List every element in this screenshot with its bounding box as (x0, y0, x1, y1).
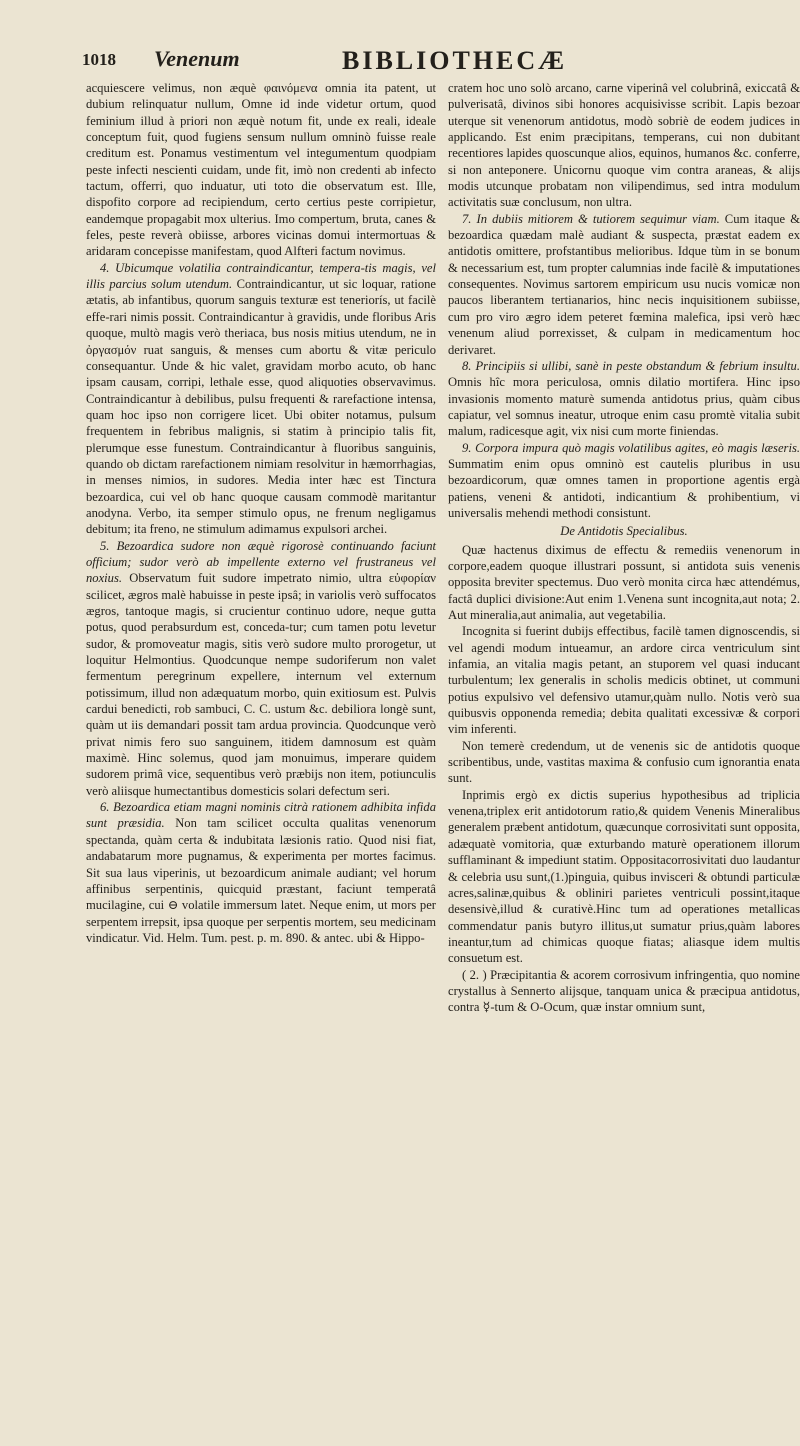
paragraph-heading: 9. Corpora impura quò magis volatilibus agites, eò magis læseris. (462, 440, 800, 455)
paragraph (86, 260, 436, 538)
paragraph-text: Summatim enim opus omninò est cautelis pluribus in usu bezoardicorum, quæ omnes tamen in proportione agentis ergà patiens, veneni & antidoti, indicantium & prohibentium, vi universalis mehendi methodi consistunt. (448, 456, 800, 520)
section-heading (448, 523, 800, 539)
paragraph (448, 542, 800, 624)
page-header (82, 46, 782, 80)
paragraph-text: Contraindicantur, ut sic loquar, ratione ætatis, ab infantibus, quorum sanguis texturæ est teneriorís, ut facilè effe-rari nimis possit. Contraindicantur à gravidis, unde floribus Aris quoque, multò magis verò theriaca, bus nosis mitius utendum, ne in ὀργασμόν ruat sanguis, & menses cum abortu & vitæ periculo consequantur. Unde & hic valet, gravidam morbo acuto, ob hanc ipsam causam, corripi, lethale esse, quod aliquoties observavimus. Contraindicantur à debilibus, pulsu frequenti & rarefactione intensa, quam hoc ipso non corrigere licet. Ubi obiter notamus, pulsum frequentem in febribus malignis, si statim à principio talis fit, plerumque esse funestum. Contraindicantur à fluoribus sanguinis, quando ob dictam rarefactionem nimiam resolvitur in hæmorrhagias, in menses nimios, in sudores. Media inter hæc est Tinctura bezoardica, cui vel ob hanc quoque causam commodè maritantur anodyna. Verbo, ita semper stimulo opus, ne frenum negligamus debitum; ita freno, ne stimulum adimamus expulsori archei. (86, 277, 436, 537)
running-head: Venenum (154, 46, 240, 71)
paragraph (448, 738, 800, 787)
paragraph-text: Observatum fuit sudore impetrato nimio, ultra εὐφορίαν scilicet, ægros malè habuisse in peste ipsâ; in variolis verò suffocatos ægros, tantoque magis, si crucientur continuo udore, neque gutta potus, quod perabsurdum est, conceda-tur; cum tamen potu levetur sudor, & promoveatur magis, sitis verò sudore multo prorogetur, ut loquitur Helmontius. Quodcunque nempe sudoriferum non valet fermentum peregrinum expellere, internum vel externum potissimum, illud non adæquatum morbo, quin exitiosum est. Pulvis cardui benedicti, rob sambuci, C. C. ustum &c. debiliora longè sunt, quàm ut iis demandari possit tam ardua provincia. Quodcunque verò privat nimis fero suo sanguinem, itidem damnosum est quàm maximè. Hinc solemus, quod jam monuimus, imperare quidem sudorem primâ vice, sequentibus verò præbijs non item, potiunculis verò aliisque humectantibus domesticis solari defectum seri. (86, 571, 436, 798)
paragraph (448, 440, 800, 522)
right-column (448, 80, 800, 1400)
running-title: BIBLIOTHECÆ (342, 46, 568, 75)
paragraph (448, 358, 800, 440)
paragraph (448, 80, 800, 211)
paragraph-text: Non tam scilicet occulta qualitas venenorum spectanda, quàm certa & indubitata læsionis ratio. Quod nisi fiat, andabatarum more pugnamus, & experimenta per mortes facimus. Sit sua laus viperinis, ut bezoardicum animale audiant; vel horum affinibus serpentinis, quicquid præstant, faciunt temperatâ mucilagine, cui ⊖ volatile immersum latet. Neque enim, ut mors per serpentem irrepsit, ipsa quoque per serpentis mortem, seu medicinam vindicatur. Vid. Helm. Tum. pest. p. m. 890. & antec. ubi & Hippo- (86, 816, 436, 945)
paragraph-text: Incognita si fuerint dubijs effectibus, facilè tamen dignoscendis, si vel agendi modum intueamur, an ardore circa ventriculum sint infamia, an vitalia magis petant, an stuporem vel quasi inducant turbulentum; lex generalis in scholis medicis obtinet, ut communi potius expulsivo vel defensivo utamur,quàm nullo. Notis verò sua quibusvis opponenda remedia; debita qualitati excessivæ & corpori vim inferenti. (448, 624, 800, 737)
paragraph-text: acquiescere velimus, non æquè φαινόμενα omnia ita patent, ut dubium relinquatur nullum, Omne id inde videtur ortum, quod feminium illud à priori non æquè notum fit, unde ex reali, ideale conceptum fuit, quod fugiens sensum nullum omninò fuisse reale creditum est. Ponamus vestimentum vel integumentum quodpiam peste infecti nescienti cuidam, unde fit, imò non credenti ab infecto tactum, offerri, quo induatur, uti toto die observatum est. Ille, dispofito corpore ad recipiendum, certo certius peste corripietur, eandemque propagabit mox ulterius. Imo compertum, bruta, canes & feles, peste reverà obiisse, arbores vicinas domui intermortuas & aridaram concepisse manifestam, quod Alfteri factum novimus. (86, 81, 436, 259)
left-column (86, 80, 436, 946)
paragraph (448, 623, 800, 737)
paragraph (86, 799, 436, 946)
paragraph (448, 967, 800, 1016)
paragraph-text: Quæ hactenus diximus de effectu & remediis venenorum in corpore,eadem quoque illustrari possunt, si antidota suis venenis opposita breviter spectemus. Duo verò monita circa hæc attendémus, factâ duplici divisione:Aut enim 1.Venena sunt incognita,aut nota; 2. Aut mineralia,aut animalia, aut vegetabilia. (448, 542, 800, 622)
paragraph-text: Cum itaque & bezoardica quædam malè audiant & suspecta, præstat eadem ex antidotis omittere, profstantibus melioribus. Idque tùm in se bonum & necessarium est, tum propter calumnias inde facilè & imputationes consequentes. Novimus sartorem empiricum usu nucis vomicæ non paucos liberantem tertianarios, hinc necis inquisitionem subiisse, cum pro viro ægro idem peteret fœmina malefica, ipsi verò hæc venenum aliud porrexisset, & culpam in medicamentum hoc derivaret. (448, 211, 800, 357)
section-heading-text: De Antidotis Specialibus. (560, 524, 688, 539)
paragraph-text: Non temerè credendum, ut de venenis sic de antidotis quoque scribentibus, unde, vastitas maxima & confusio cum ignorantia enata sunt. (448, 738, 800, 786)
paragraph-text: cratem hoc uno solò arcano, carne viperinâ vel colubrinâ, exiccatâ & pulverisatâ, divinos sibi honores acquisivisse scribit. Lapis bezoar uterque sit venenorum antidotus, modò sobriè de eodem judices in applicando. Est enim præcipitans, temperans, cui non dubitant recentiores lapides quoscunque alios, equinos, humanos &c. conferre, si non anteponere. Unicornu quoque vim contra araneas, & alijs modis utcunque probatam non vilipendimus, sed intra modulum activitatis suæ conclusum, non ultra. (448, 81, 800, 210)
page-number: 1018 (82, 50, 116, 69)
paragraph (448, 211, 800, 358)
paragraph (86, 80, 436, 260)
paragraph (86, 538, 436, 800)
paragraph-heading: 4. Ubicumque volatilia contraindicantur, tempera-tis magis, vel illis parcius solum utendum. (86, 260, 436, 292)
paragraph-heading: 6. Bezoardica etiam magni nominis citrà rationem adhibita infida sunt præsidia. (86, 800, 436, 831)
paragraph-text: Omnis hîc mora periculosa, omnis dilatio mortifera. Hinc ipso invasionis momento maturè sumenda antidotus prius, quàm cibus capiatur, vel somnus ineatur, utroque enim casu promtè vitalia subit malum, radicesque agit, vix nisi cum morte finiendas. (448, 375, 800, 439)
paragraph-heading: 7. In dubiis mitiorem & tutiorem sequimur viam. (462, 211, 720, 226)
paragraph-text: Inprimis ergò ex dictis superius hypothesibus ad triplicia venena,triplex erit antidotorum ratio,& quidem Venenis Mineralibus generalem præbent antidotum, quæcunque corrosivitati sunt opposita, adæquatè vomitoria, quæ exturbando maturè operationem illorum sufflaminant & impediunt statim. Oppositacorrosivitati duo laudantur & celebria usu sunt,(1.)pinguia, quibus invisceri & obtundi particulæ acres,salinæ,quibus & obliniri parietes ventriculi possint,itaque desensivè,illud & curativè.Hinc tum ad operationes metallicas commendatur panis butyro illitus,ut sumatur prius,quàm labores ineantur,tum ad chimicas quoque fiatas; aliasque idem multis consuetum est. (448, 787, 800, 966)
paragraph-heading: 5. Bezoardica sudore non æquè rigorosè continuando faciunt officium; sudor verò ab impellente externo vel frustraneus vel noxius. (86, 538, 436, 586)
paragraph-text: ( 2. ) Præcipitantia & acorem corrosivum infringentia, quo nomine crystallus à Sennerto alijsque, tanquam unica & præcipua antidotus, contra ☿-tum & O-Ocum, quæ instar omnium sunt, (448, 967, 800, 1015)
paragraph (448, 787, 800, 967)
paragraph-heading: 8. Principiis si ullibi, sanè in peste obstandum & febrium insultu. (462, 358, 800, 373)
